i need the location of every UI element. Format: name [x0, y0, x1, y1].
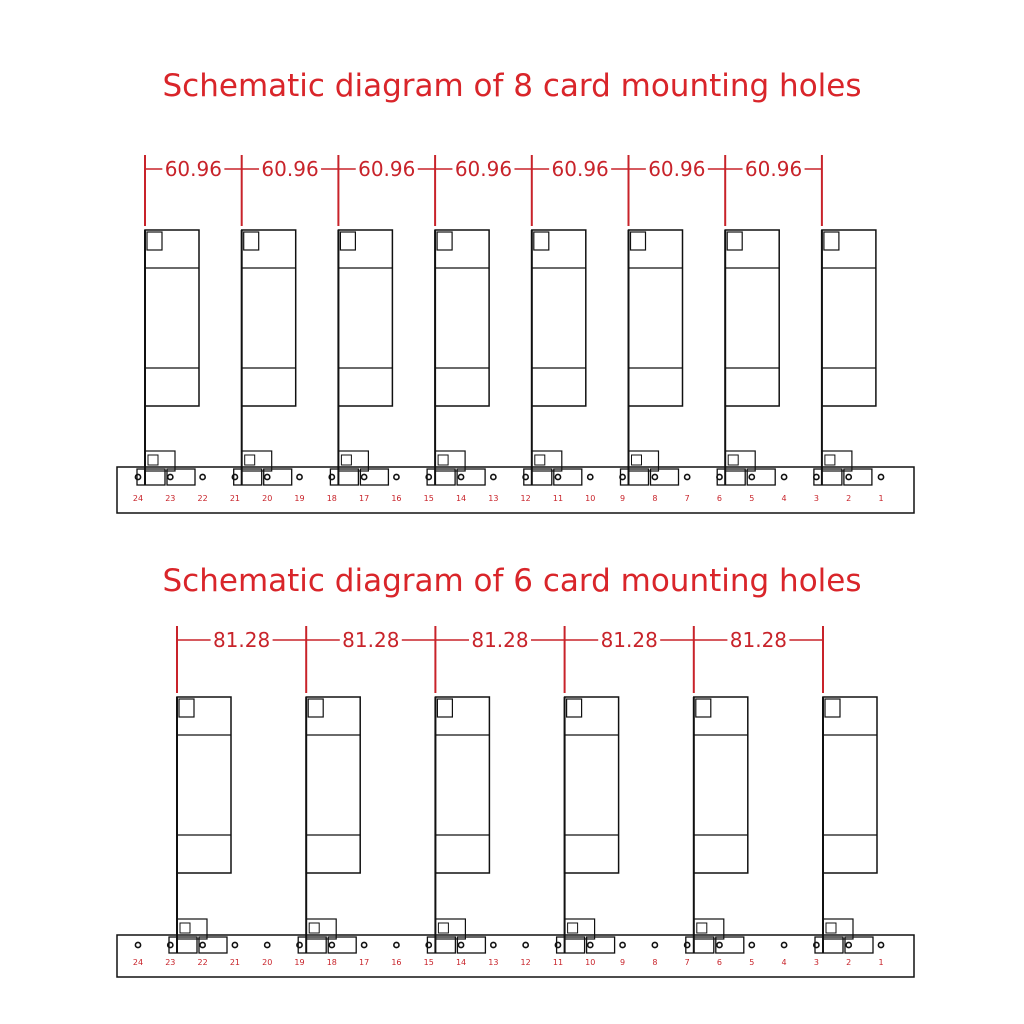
card-outline — [338, 230, 392, 406]
card-corner-tab — [696, 699, 711, 717]
hole-number: 4 — [781, 494, 787, 503]
hole-number: 8 — [652, 958, 658, 967]
hole-number: 2 — [846, 958, 852, 967]
hole-number: 11 — [552, 958, 564, 967]
hole-number: 19 — [294, 494, 305, 503]
card-foot-tab — [148, 455, 158, 465]
hole-number: 1 — [878, 958, 884, 967]
dimension-label: 60.96 — [648, 157, 706, 181]
hole-number: 7 — [684, 958, 690, 967]
card-outline — [725, 230, 779, 406]
hole-number: 3 — [813, 958, 819, 967]
card-foot-tab — [825, 455, 835, 465]
hole-number: 20 — [262, 494, 273, 503]
hole-number: 12 — [520, 958, 531, 967]
dimension-label: 81.28 — [729, 628, 788, 652]
hole-number: 13 — [488, 958, 499, 967]
hole-number: 2 — [846, 494, 852, 503]
hole-number: 13 — [488, 494, 499, 503]
hole-number: 14 — [455, 494, 467, 503]
hole-number: 10 — [585, 494, 596, 503]
card-outline — [565, 697, 619, 873]
card-corner-tab — [437, 699, 452, 717]
card-corner-tab — [727, 232, 742, 250]
hole-number: 23 — [165, 958, 176, 967]
hole-number: 4 — [781, 958, 787, 967]
hole-number: 9 — [620, 958, 626, 967]
card-corner-tab — [340, 232, 355, 250]
card-foot-tab — [245, 455, 255, 465]
hole-number: 22 — [197, 494, 208, 503]
hole-number: 24 — [132, 494, 144, 503]
card-foot-tab — [438, 923, 448, 933]
hole-number: 6 — [716, 958, 723, 967]
mounting-rail — [117, 935, 914, 977]
card-corner-tab — [825, 699, 840, 717]
hole-number: 5 — [749, 494, 755, 503]
card-outline — [532, 230, 586, 406]
diagram-6-card — [117, 626, 914, 977]
card-foot-tab — [826, 923, 836, 933]
dimension-label: 60.96 — [551, 157, 609, 181]
card-outline — [823, 697, 877, 873]
hole-number: 12 — [520, 494, 531, 503]
hole-number: 15 — [423, 494, 434, 503]
diagram-title-8-card: Schematic diagram of 8 card mounting holes — [162, 68, 862, 104]
dimension-label: 60.96 — [454, 157, 513, 181]
hole-number: 15 — [423, 958, 434, 967]
hole-number: 20 — [262, 958, 273, 967]
card-outline — [822, 230, 876, 406]
hole-number: 3 — [813, 494, 819, 503]
hole-number: 17 — [359, 958, 370, 967]
hole-number: 16 — [391, 494, 402, 503]
card-outline — [629, 230, 683, 406]
card-corner-tab — [534, 232, 549, 250]
diagram-title-6-card: Schematic diagram of 6 card mounting holes — [162, 563, 862, 599]
hole-number: 7 — [684, 494, 690, 503]
card-outline — [306, 697, 360, 873]
card-corner-tab — [824, 232, 839, 250]
card-foot-tab — [309, 923, 319, 933]
hole-number: 16 — [391, 958, 402, 967]
card-corner-tab — [179, 699, 194, 717]
mounting-rail — [117, 467, 914, 513]
card-corner-tab — [308, 699, 323, 717]
card-foot-tab — [632, 455, 642, 465]
hole-number: 9 — [620, 494, 626, 503]
card-foot-tab — [535, 455, 545, 465]
hole-number: 21 — [229, 958, 241, 967]
hole-number: 21 — [229, 494, 241, 503]
dimension-label: 81.28 — [212, 628, 271, 652]
card-foot-tab — [341, 455, 351, 465]
hole-number: 17 — [359, 494, 370, 503]
dimension-label: 81.28 — [342, 628, 400, 652]
hole-number: 23 — [165, 494, 176, 503]
card-outline — [435, 697, 489, 873]
hole-number: 1 — [878, 494, 884, 503]
hole-number: 11 — [552, 494, 564, 503]
card-foot-tab — [697, 923, 707, 933]
card-corner-tab — [567, 699, 582, 717]
hole-number: 18 — [326, 958, 337, 967]
card-outline — [694, 697, 748, 873]
hole-number: 19 — [294, 958, 305, 967]
card-foot-tab — [180, 923, 190, 933]
dimension-label: 60.96 — [744, 157, 803, 181]
hole-number: 24 — [132, 958, 144, 967]
card-corner-tab — [147, 232, 162, 250]
dimension-label: 60.96 — [164, 157, 222, 181]
card-corner-tab — [244, 232, 259, 250]
hole-number: 8 — [652, 494, 658, 503]
card-foot-tab — [568, 923, 578, 933]
hole-number: 22 — [197, 958, 208, 967]
dimension-label: 60.96 — [358, 157, 416, 181]
dimension-label: 81.28 — [600, 628, 658, 652]
card-outline — [435, 230, 489, 406]
card-corner-tab — [631, 232, 646, 250]
card-outline — [177, 697, 231, 873]
diagram-8-card — [117, 155, 914, 513]
card-foot-tab — [728, 455, 738, 465]
hole-number: 10 — [585, 958, 596, 967]
hole-number: 5 — [749, 958, 755, 967]
card-foot-tab — [438, 455, 448, 465]
hole-number: 14 — [455, 958, 467, 967]
card-outline — [242, 230, 296, 406]
dimension-label: 81.28 — [471, 628, 529, 652]
card-outline — [145, 230, 199, 406]
hole-number: 6 — [716, 494, 723, 503]
dimension-label: 60.96 — [261, 157, 319, 181]
hole-number: 18 — [326, 494, 337, 503]
card-corner-tab — [437, 232, 452, 250]
